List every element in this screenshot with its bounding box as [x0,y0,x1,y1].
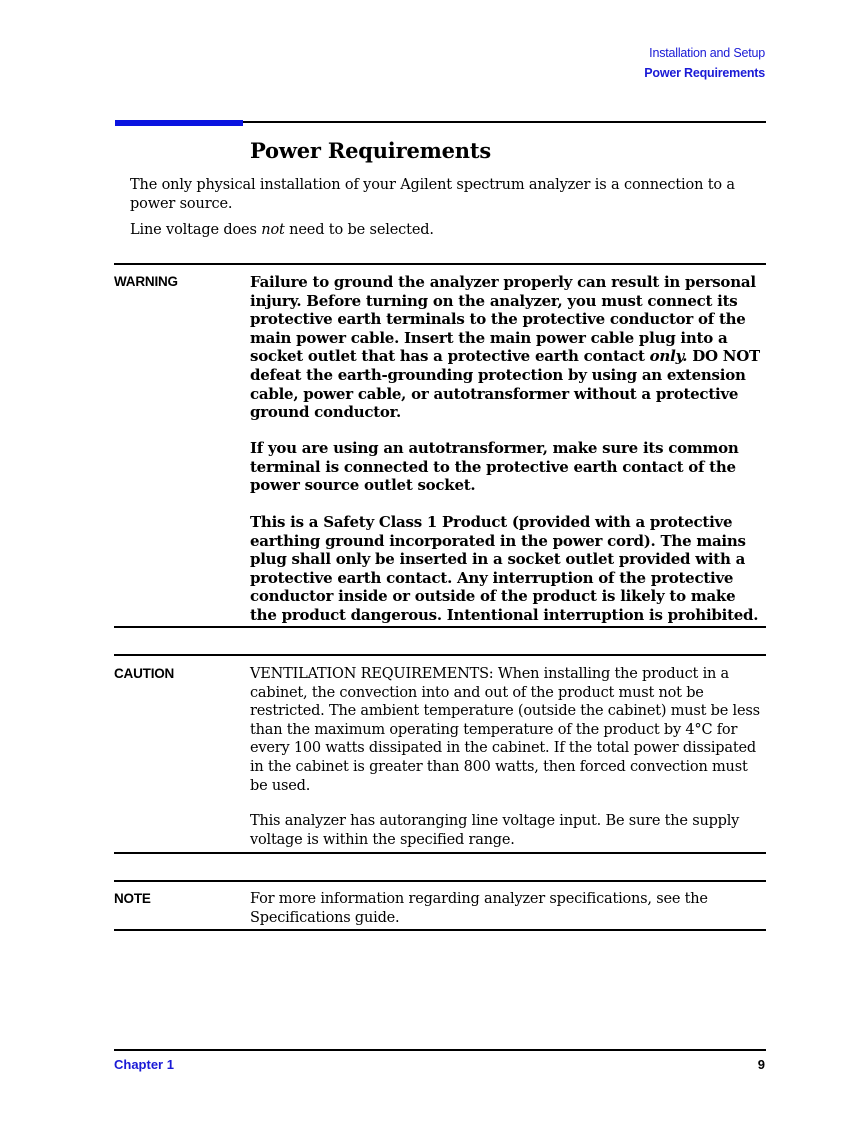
warning-top-rule [114,263,766,265]
line-voltage-paragraph [130,221,750,240]
header-subsection: Power Requirements [644,66,765,80]
note-top-rule [114,880,766,882]
line-voltage-prefix: Line voltage does [130,222,262,238]
running-header [644,43,765,83]
caution-bottom-rule [114,852,766,854]
note-label: NOTE [114,891,151,906]
caution-paragraph-2: This analyzer has autoranging line voltage input. Be sure the supply voltage is within the specified range. [250,813,740,848]
footer-page-number: 9 [757,1057,765,1072]
warning-paragraph-1 [250,273,765,422]
intro-paragraph: The only physical installation of your Agilent spectrum analyzer is a connection to a power source. [130,177,735,212]
warning-p1-rest: DO NOT defeat the earth-grounding protection by using an extension cable, power cable, or autotransformer without a protective ground conductor. [250,347,760,422]
caution-label: CAUTION [114,666,175,681]
warning-paragraph-3: This is a Safety Class 1 Product (provided with a protective earthing ground incorporated in the power cord). The mains plug shall only be inserted in a socket outlet provided with a protective earth contact. Any interruption of the protective conductor inside or outside of the product is likely to make the product dangerous. Intentional interruption is prohibited. [250,513,759,624]
caution-top-rule [114,654,766,656]
warning-label: WARNING [114,274,178,289]
footer-chapter: Chapter 1 [114,1057,174,1072]
line-voltage-emphasis: not [261,222,285,238]
warning-bottom-rule [114,626,766,628]
warning-p1-emphasis: only. [649,347,688,366]
note-bottom-rule [114,929,766,931]
warning-p1-main: Failure to ground the analyzer properly can result in personal injury. Before turning on the analyzer, you must connect its protective earth terminals to the protective conductor of the main power cable. Insert the main power cable plug into a socket outlet that has a protective earth contact [250,273,756,366]
header-section: Installation and Setup [649,46,765,60]
section-top-rule [243,121,766,123]
warning-paragraph-2: If you are using an autotransformer, make sure its common terminal is connected to the protective earth contact of the power source outlet socket. [250,439,739,495]
note-paragraph: For more information regarding analyzer specifications, see the Specifications guide. [250,891,708,926]
caution-paragraph-1: VENTILATION REQUIREMENTS: When installing the product in a cabinet, the convection into and out of the product must not be restricted. The ambient temperature (outside the cabinet) must be less than the maximum operating temperature of the product by 4°C for every 100 watts dissipated in the cabinet. If the total power dissipated in the cabinet is greater than 800 watts, then forced convection must be used. [250,666,760,794]
page-title: Power Requirements [250,138,491,163]
section-accent-bar [115,120,243,126]
line-voltage-suffix: need to be selected. [284,222,434,238]
footer-rule [114,1049,766,1051]
